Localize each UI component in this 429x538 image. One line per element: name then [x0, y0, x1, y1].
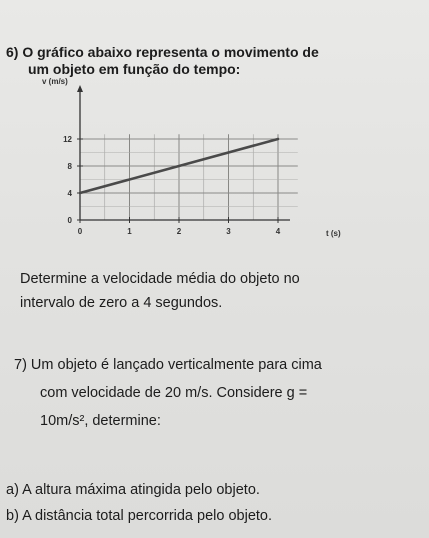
x-tick-label: 0 — [77, 227, 83, 236]
x-axis-label: t (s) — [326, 229, 341, 238]
question-7-line-2: com velocidade de 20 m/s. Considere g = — [40, 385, 308, 401]
question-7-line-3: 10m/s², determine: — [40, 413, 161, 429]
x-tick-label: 2 — [176, 227, 182, 236]
item-b: b) A distância total percorrida pelo objeto. — [6, 508, 272, 524]
y-tick-label: 8 — [67, 162, 72, 171]
y-tick-label: 12 — [63, 135, 72, 144]
y-axis-arrow — [77, 85, 83, 92]
question-6-line-1: 6) O gráfico abaixo representa o movimento de — [6, 44, 319, 60]
y-tick-label: 4 — [67, 189, 72, 198]
question-6-prompt-line-1: Determine a velocidade média do objeto no — [20, 271, 300, 287]
y-tick-label: 0 — [67, 216, 72, 225]
graph-tick-labels — [63, 135, 281, 236]
x-tick-label: 1 — [127, 227, 132, 236]
item-a: a) A altura máxima atingida pelo objeto. — [6, 482, 260, 498]
x-tick-label: 3 — [226, 227, 231, 236]
graph-grid — [80, 134, 298, 220]
question-7-line-1: 7) Um objeto é lançado verticalmente para cima — [14, 357, 322, 373]
y-axis-label: v (m/s) — [42, 77, 68, 86]
x-tick-label: 4 — [275, 227, 281, 236]
question-6-prompt-line-2: intervalo de zero a 4 segundos. — [20, 295, 223, 311]
velocity-time-graph — [0, 0, 429, 260]
question-6-line-2: um objeto em função do tempo: — [28, 61, 241, 77]
